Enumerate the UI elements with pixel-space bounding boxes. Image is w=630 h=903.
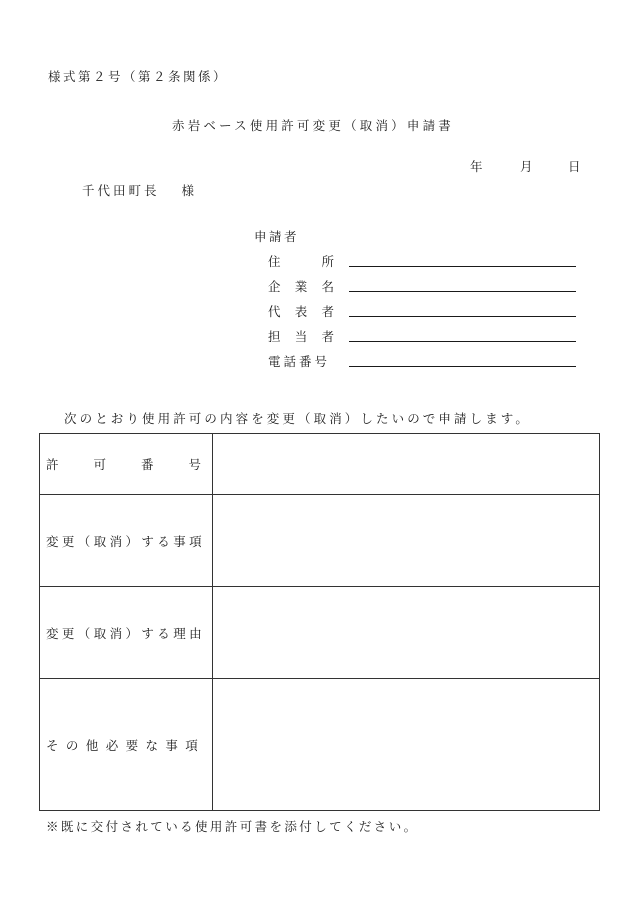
contact-person-field[interactable] (349, 341, 576, 342)
document-title: 赤岩ベース使用許可変更（取消）申請書 (172, 118, 454, 133)
representative-label: 代 表 者 (268, 304, 334, 319)
phone-number-label: 電話番号 (268, 354, 331, 369)
table-row (40, 434, 600, 495)
table-row (40, 679, 600, 811)
change-items-field[interactable] (213, 495, 600, 587)
addressee-honorific: 様 (181, 183, 198, 198)
date-month-label: 月 (520, 159, 533, 174)
representative-field[interactable] (349, 316, 576, 317)
phone-number-field[interactable] (349, 366, 576, 367)
contact-person-label: 担 当 者 (268, 329, 334, 344)
change-reason-field[interactable] (213, 587, 600, 679)
other-items-label: その他必要な事項 (40, 679, 213, 811)
form-number: 様式第２号（第２条関係） (48, 69, 229, 84)
application-table (39, 433, 600, 811)
change-reason-label: 変更（取消）する理由 (40, 587, 213, 679)
addressee (82, 181, 197, 199)
footnote: ※既に交付されている使用許可書を添付してください。 (46, 819, 419, 834)
applicant-heading: 申請者 (254, 229, 300, 244)
address-field[interactable] (349, 266, 576, 267)
intro-text: 次のとおり使用許可の内容を変更（取消）したいので申請します。 (64, 411, 532, 426)
permit-number-label: 許 可 番 号 (40, 434, 213, 495)
date-day-label: 日 (568, 159, 581, 174)
table-row (40, 587, 600, 679)
permit-number-field[interactable] (213, 434, 600, 495)
company-name-field[interactable] (349, 291, 576, 292)
other-items-field[interactable] (213, 679, 600, 811)
date-line (470, 157, 580, 173)
table-row (40, 495, 600, 587)
change-items-label: 変更（取消）する事項 (40, 495, 213, 587)
addressee-name: 千代田町長 (82, 183, 160, 198)
date-year-label: 年 (470, 159, 483, 174)
address-label: 住 所 (268, 254, 334, 269)
company-name-label: 企 業 名 (268, 279, 334, 294)
